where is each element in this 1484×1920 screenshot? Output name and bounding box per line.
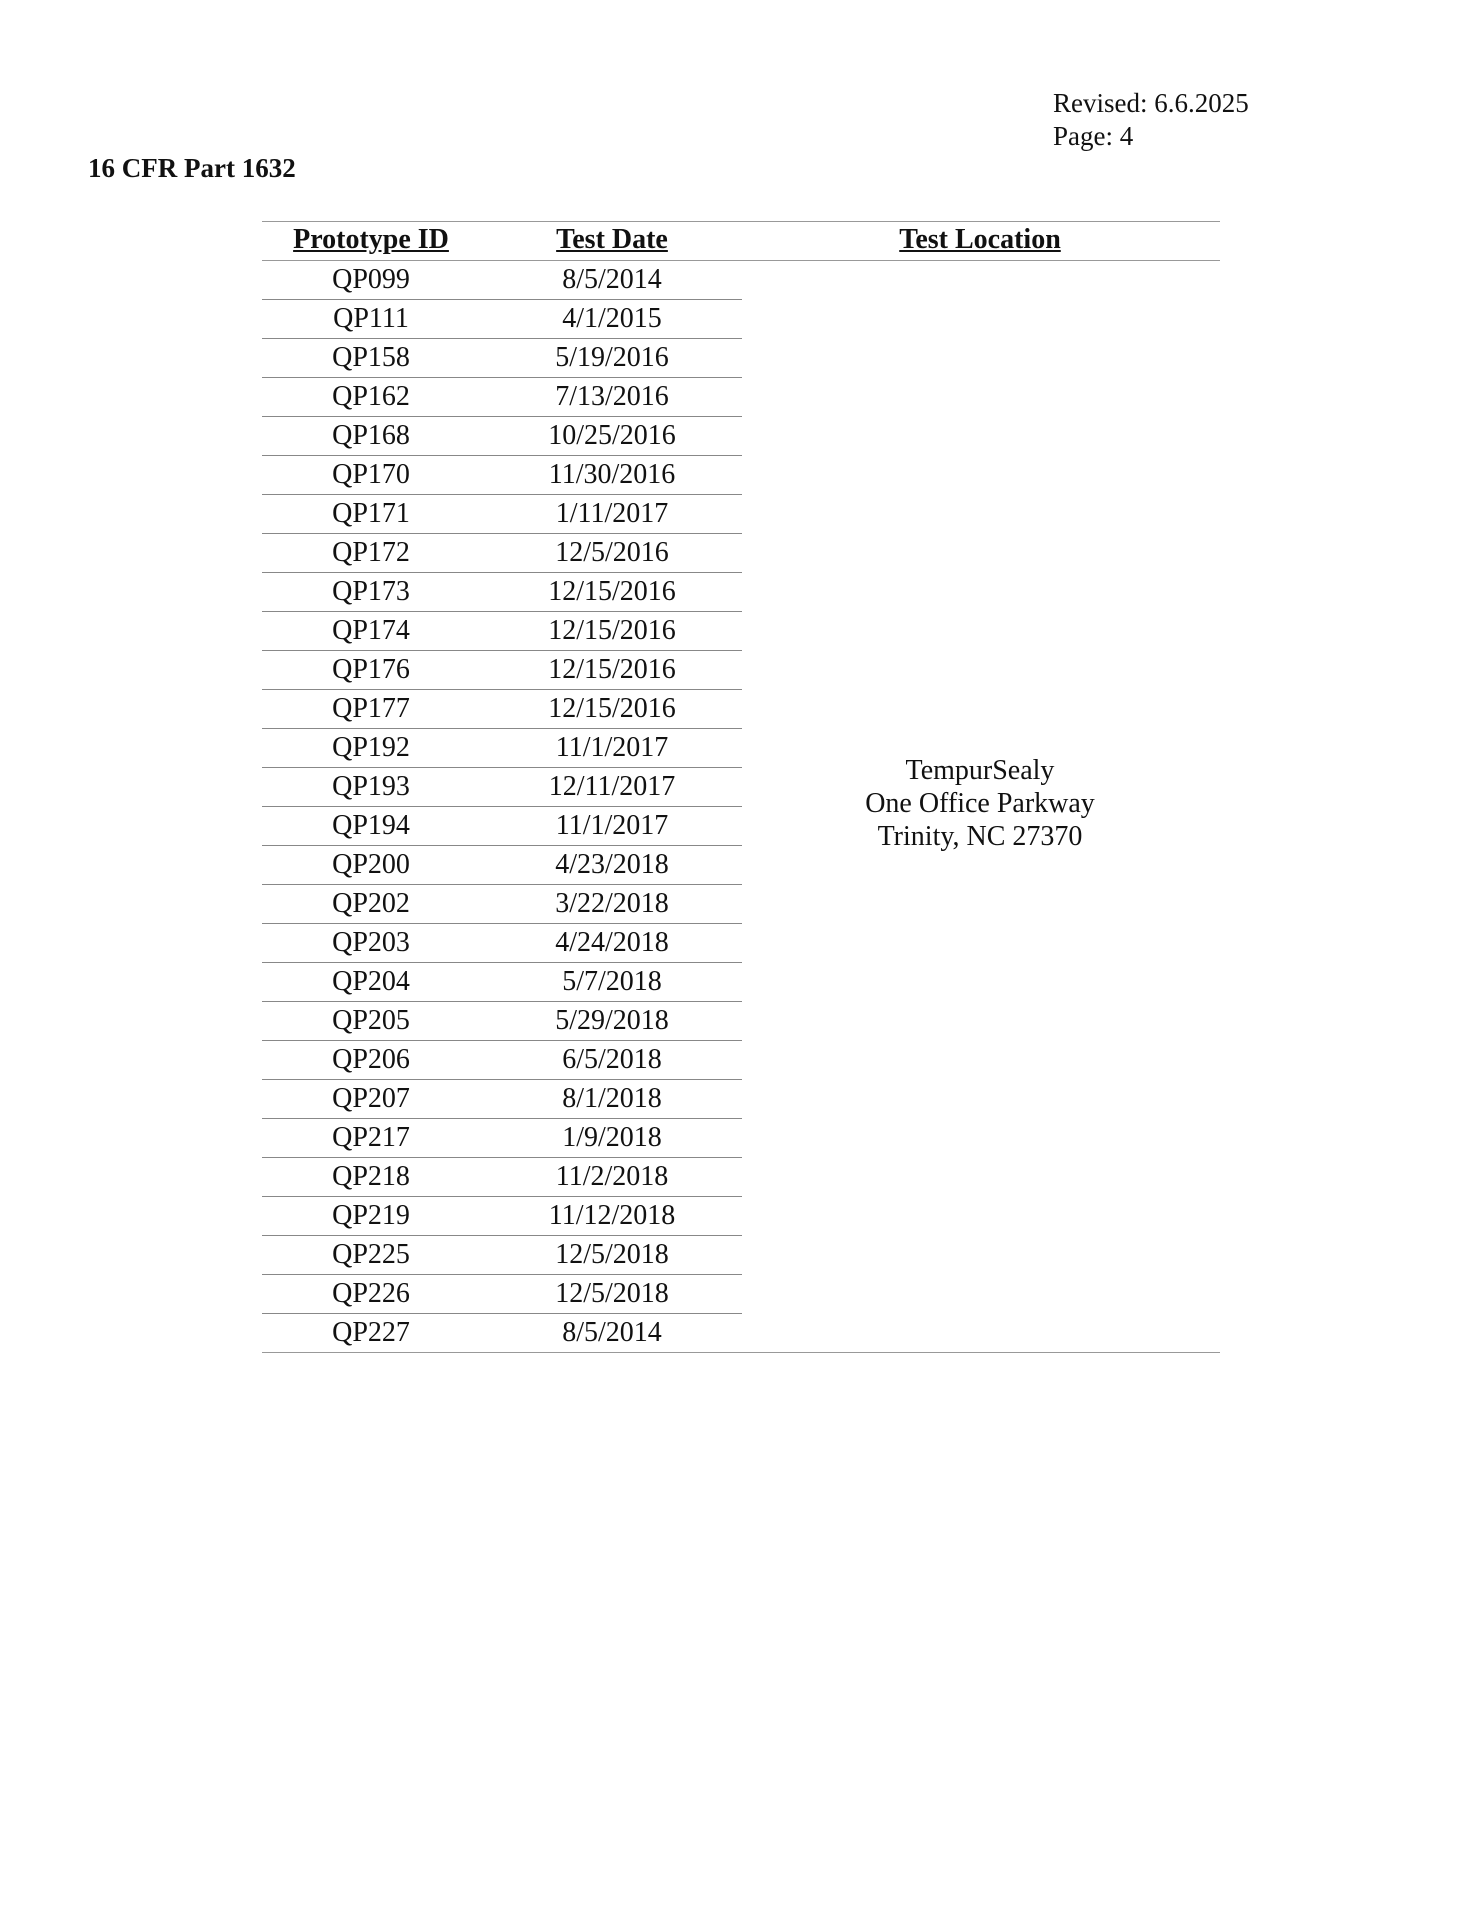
table-row [262,768,742,807]
prototype-table [262,221,1220,1352]
prototype-id: QP225 [332,1239,410,1270]
prototype-id: QP172 [332,537,410,568]
prototype-id: QP203 [332,927,410,958]
location-city: Trinity, NC 27370 [877,821,1083,852]
table-row [262,417,742,456]
table-row [262,1002,742,1041]
table-row [262,729,742,768]
table-row [262,534,742,573]
prototype-id: QP111 [333,303,409,334]
test-date: 1/11/2017 [555,498,669,529]
table-row [262,612,742,651]
table-row [262,807,742,846]
test-date: 8/5/2014 [562,264,662,295]
table-row [262,1236,742,1275]
test-location [760,754,1200,853]
table-row [262,1314,742,1352]
test-date: 12/15/2016 [548,576,676,607]
prototype-id: QP204 [332,966,410,997]
test-date: 6/5/2018 [562,1044,662,1075]
table-row [262,378,742,417]
prototype-id: QP200 [332,849,410,880]
test-date: 3/22/2018 [555,888,669,919]
prototype-id: QP218 [332,1161,410,1192]
prototype-id: QP168 [332,420,410,451]
test-date: 4/24/2018 [555,927,669,958]
prototype-id: QP205 [332,1005,410,1036]
table-row [262,573,742,612]
location-name: TempurSealy [905,755,1055,786]
prototype-id: QP176 [332,654,410,685]
test-date: 12/11/2017 [548,771,676,802]
location-street: One Office Parkway [865,788,1095,819]
test-date: 4/1/2015 [562,303,662,334]
revised-date: Revised: 6.6.2025 [1053,88,1249,118]
prototype-id: QP192 [332,732,410,763]
column-header-test-location: Test Location [899,224,1061,255]
test-date: 12/15/2016 [548,654,676,685]
test-date: 1/9/2018 [562,1122,662,1153]
test-date: 5/7/2018 [562,966,662,997]
table-row [262,1197,742,1236]
prototype-id: QP099 [332,264,410,295]
test-date: 12/15/2016 [548,615,676,646]
prototype-id: QP194 [332,810,410,841]
test-date: 7/13/2016 [555,381,669,412]
table-row [262,1119,742,1158]
test-date: 10/25/2016 [548,420,676,451]
test-date: 12/15/2016 [548,693,676,724]
prototype-id: QP227 [332,1317,410,1348]
prototype-id: QP217 [332,1122,410,1153]
test-date: 11/30/2016 [548,459,676,490]
prototype-id: QP158 [332,342,410,373]
table-row [262,1158,742,1197]
test-date: 11/1/2017 [555,732,669,763]
table-row [262,1275,742,1314]
table-row [262,261,742,300]
test-date: 8/5/2014 [562,1317,662,1348]
test-date: 12/5/2018 [555,1239,669,1270]
table-row [262,651,742,690]
table-row [262,495,742,534]
table-row [262,456,742,495]
column-header-prototype-id: Prototype ID [293,224,449,255]
document-title: 16 CFR Part 1632 [88,153,296,183]
test-date: 5/29/2018 [555,1005,669,1036]
test-date: 12/5/2018 [555,1278,669,1309]
table-row [262,690,742,729]
prototype-id: QP219 [332,1200,410,1231]
test-date: 11/2/2018 [555,1161,669,1192]
column-header-test-date: Test Date [556,224,668,255]
revision-info [1053,87,1249,153]
prototype-id: QP171 [332,498,410,529]
test-date: 4/23/2018 [555,849,669,880]
table-row [262,885,742,924]
table-row [262,300,742,339]
prototype-id: QP202 [332,888,410,919]
prototype-id: QP226 [332,1278,410,1309]
test-date: 12/5/2016 [555,537,669,568]
prototype-id: QP170 [332,459,410,490]
prototype-id: QP193 [332,771,410,802]
table-row [262,963,742,1002]
table-row [262,1080,742,1119]
test-date: 5/19/2016 [555,342,669,373]
table-row [262,924,742,963]
prototype-id: QP174 [332,615,410,646]
table-body [262,261,742,1352]
table-row [262,1041,742,1080]
prototype-id: QP173 [332,576,410,607]
prototype-id: QP177 [332,693,410,724]
table-row [262,846,742,885]
prototype-id: QP207 [332,1083,410,1114]
prototype-id: QP206 [332,1044,410,1075]
page-number: Page: 4 [1053,121,1134,151]
test-date: 11/1/2017 [555,810,669,841]
table-row [262,339,742,378]
test-date: 8/1/2018 [562,1083,662,1114]
table-header [262,221,1220,261]
prototype-id: QP162 [332,381,410,412]
table-bottom-rule [262,1352,1220,1353]
test-date: 11/12/2018 [548,1200,676,1231]
